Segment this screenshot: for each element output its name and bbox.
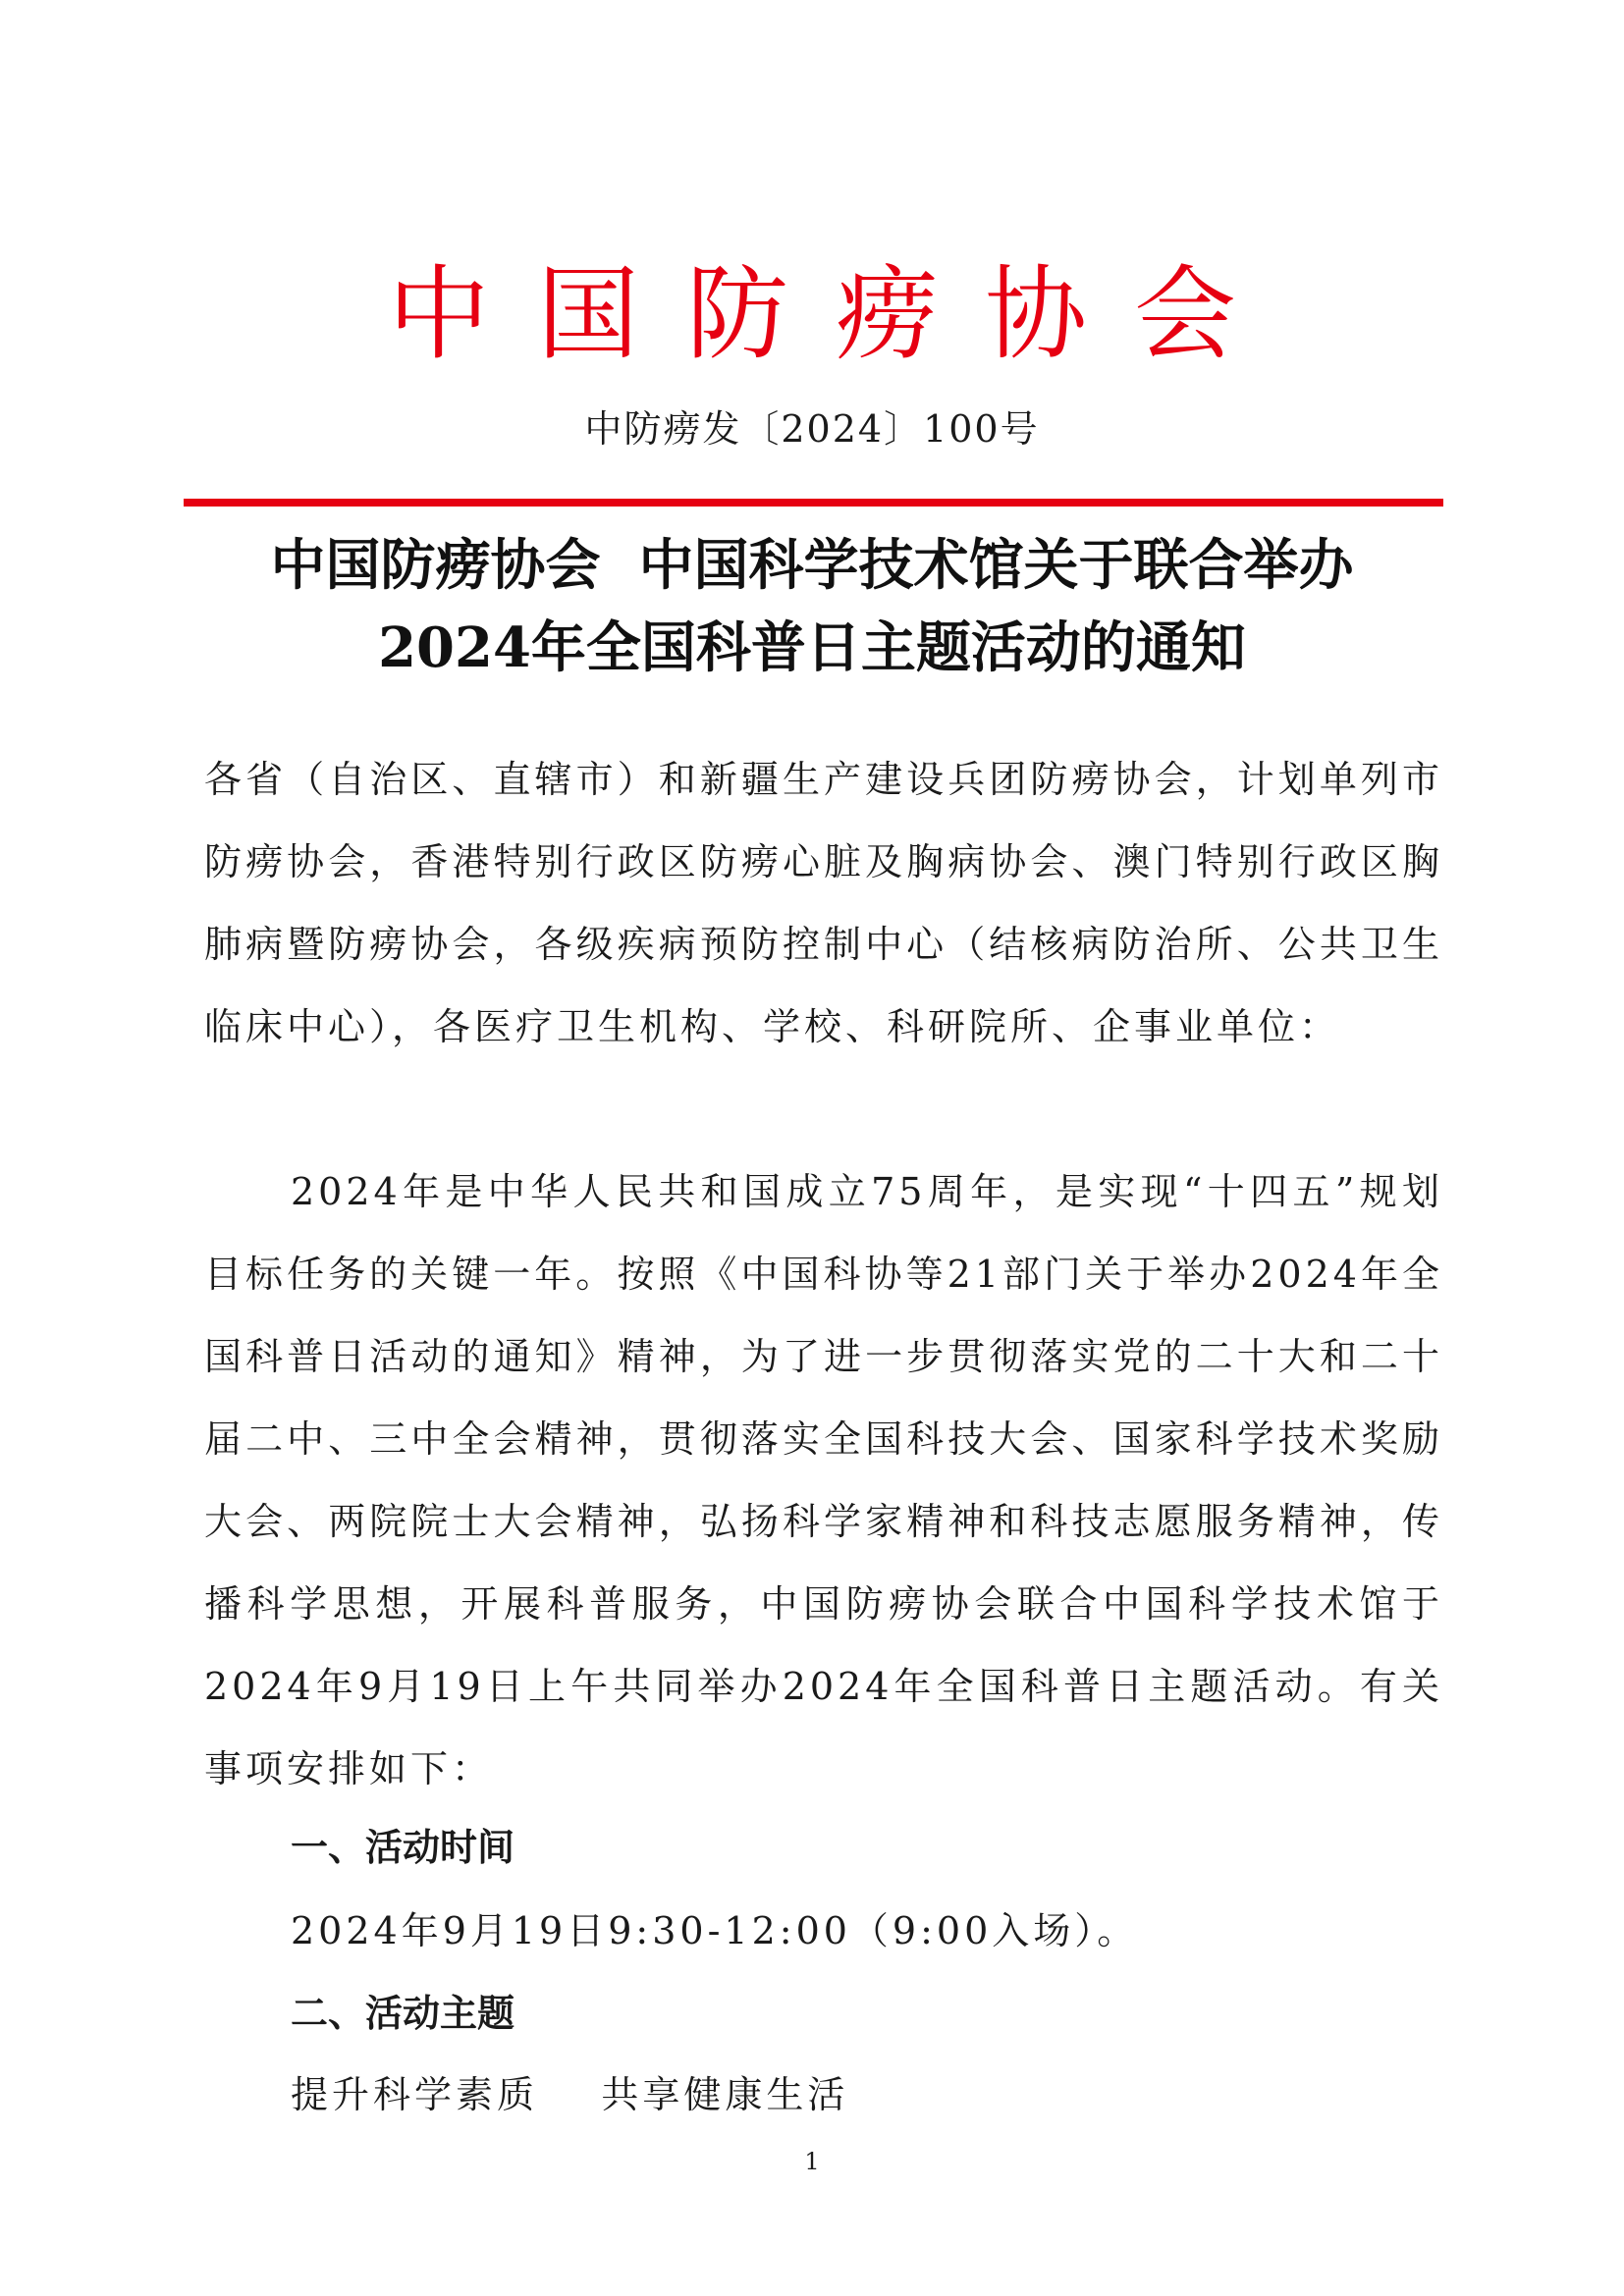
page-number: 1 [804, 2148, 820, 2175]
activity-time-text: 2024年9月19日9:30-12:00（9:00入场）。 [291, 1909, 1139, 1952]
section-heading-activity-theme: 二、活动主题 [291, 1992, 515, 2035]
intro-paragraph: 2024年是中华人民共和国成立75周年，是实现“十四五”规划目标任务的关键一年。按照《中国科协等21部门关于举办2024年全国科普日活动的通知》精神，为了进一步贯彻落实党的二十大和二十届二中、三中全会精神，贯彻落实全国科技大会、国家科学技术奖励大会、两院院士大会精神，弘扬科学家精神和科技志愿服务精神，传播科学思想，开展科普服务，中国防痨协会联合中国科学技术馆于2024年9月19日上午共同举办2024年全国科普日主题活动。有关事项安排如下： [204, 1170, 1443, 1790]
document-title-line-2: 2024年全国科普日主题活动的通知 [378, 615, 1246, 680]
issuing-organization-header: 中国防痨协会 [387, 254, 1283, 374]
addressee-paragraph: 各省（自治区、直辖市）和新疆生产建设兵团防痨协会，计划单列市防痨协会，香港特别行政区防痨心脏及胸病协会、澳门特别行政区胸肺病暨防痨协会，各级疾病预防控制中心（结核病防治所、公共卫生临床中心），各医疗卫生机构、学校、科研院所、企事业单位： [204, 758, 1443, 1048]
section-heading-activity-time: 一、活动时间 [291, 1826, 515, 1869]
red-divider-line [184, 499, 1443, 507]
document-title-line-1: 中国防痨协会 中国科学技术馆关于联合举办 [270, 533, 1354, 598]
document-number: 中防痨发〔2024〕100号 [584, 407, 1040, 451]
activity-theme-text: 提升科学素质 共享健康生活 [291, 2073, 849, 2116]
